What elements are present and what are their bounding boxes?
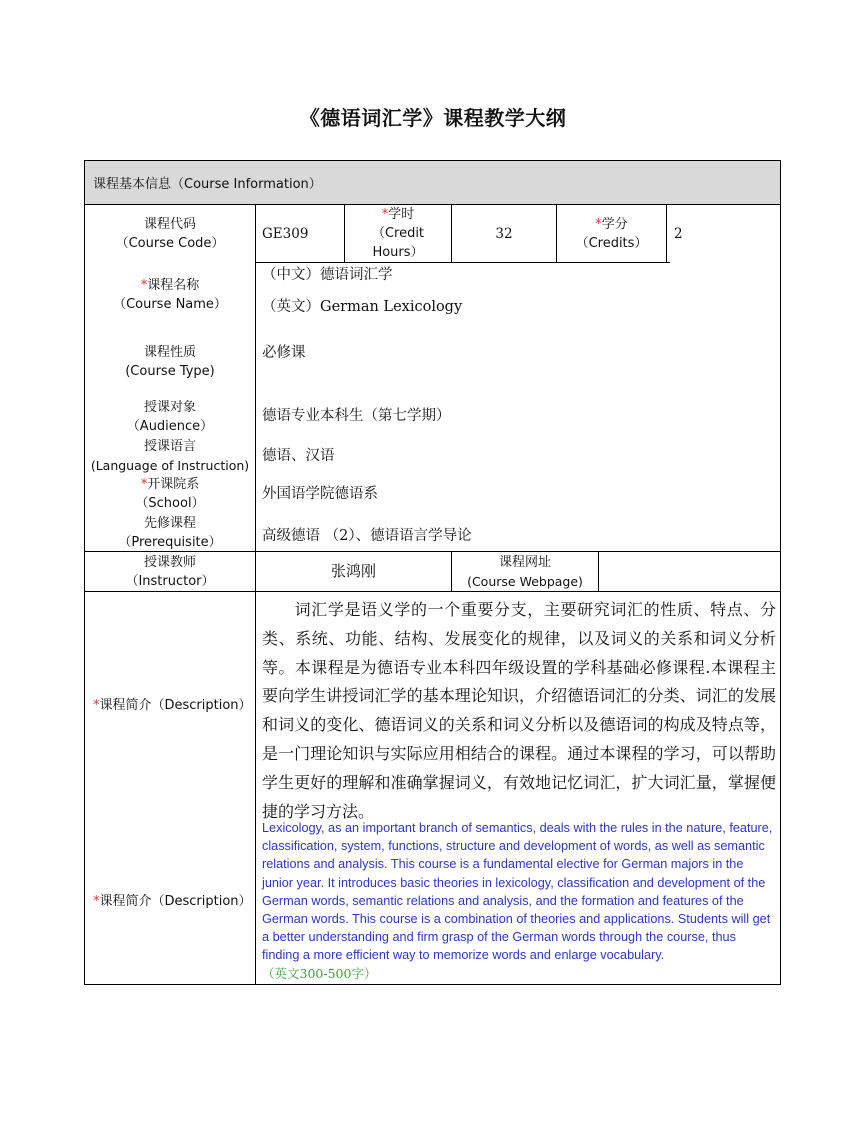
instructor-value: 张鸿刚 <box>330 562 376 580</box>
credits-label: *学分 （Credits） <box>575 217 648 251</box>
audience-value: 德语专业本科生（第七学期） <box>262 408 451 424</box>
course-code-value: GE309 <box>262 226 309 242</box>
page-title: 《德语词汇学》课程教学大纲 <box>299 106 567 130</box>
course-code-label: 课程代码 （Course Code） <box>115 217 225 251</box>
webpage-label: 课程网址 (Course Webpage) <box>467 555 583 589</box>
course-name-label: *课程名称 （Course Name） <box>113 278 227 312</box>
audience-label: 授课对象 （Audience） <box>126 400 214 434</box>
prerequisite-label: 先修课程 （Prerequisite） <box>118 516 222 550</box>
course-type-value: 必修课 <box>262 345 306 361</box>
credits-value: 2 <box>674 226 683 242</box>
word-count-note: （英文300-500字） <box>262 965 377 981</box>
school-value: 外国语学院德语系 <box>262 486 378 502</box>
course-name-en: （英文）German Lexicology <box>262 299 463 315</box>
course-name-cn: （中文）德语词汇学 <box>262 267 393 283</box>
description-text-en: Lexicology, as an important branch of semantics, deals with the rules in the nature, feature, classification, system, functions, structure and development of words, as well as semantic relations and analysis. This course is a fundamental elective for German majors in the junior year. It introduces basic theories in lexicology, classification and development of the German words, semantic relations and analysis, and the formation and features of the German words. This course is a combination of theories and applications. Students will get a better understanding and firm grasp of the German words through the course, thus finding a more efficient way to memorize words and enlarge vocabulary.（英文300-500字） <box>262 821 773 981</box>
course-type-label: 课程性质 (Course Type) <box>125 345 215 379</box>
description-label-en: *课程简介（Description） <box>93 894 252 909</box>
description-text-cn: 词汇学是语义学的一个重要分支，主要研究词汇的性质、特点、分类、系统、功能、结构、发展变化的规律，以及词义的关系和词义分析等。本课程是为德语专业本科四年级设置的学科基础必修课程.本课程主要向学生讲授词汇学的基本理论知识，介绍德语词汇的分类、词汇的发展和词义的变化、德语词义的关系和词义分析以及德语词的构成及特点等， 是一门理论知识与实际应用相结合的课程。通过本课程的学习，可以帮助学生更好的理解和准确掌握词义，有效地记忆词汇，扩大词汇量，掌握便捷的学习方法。 <box>262 600 776 821</box>
credit-hours-value: 32 <box>495 226 513 242</box>
school-label: *开课院系 （School） <box>135 477 205 511</box>
description-label-cn: *课程简介（Description） <box>93 698 252 713</box>
prerequisite-value: 高级德语 （2）、德语语言学导论 <box>262 528 472 544</box>
credit-hours-label: *学时 （Credit Hours） <box>371 207 425 260</box>
language-value: 德语、汉语 <box>262 448 335 464</box>
instructor-label: 授课教师 （Instructor） <box>125 555 215 589</box>
language-label: 授课语言 (Language of Instruction) <box>90 439 250 473</box>
section-header: 课程基本信息（Course Information） <box>93 177 322 192</box>
